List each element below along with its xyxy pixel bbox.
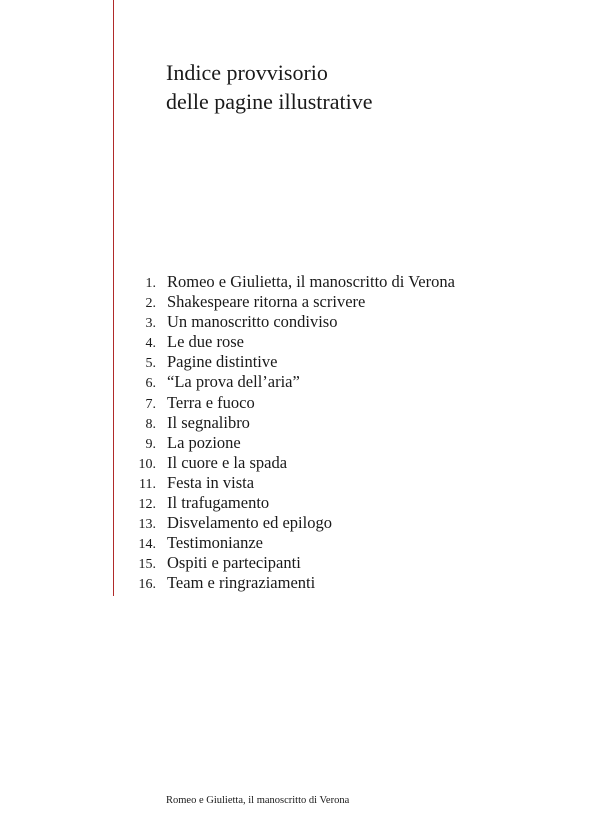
toc-number: 1.	[145, 276, 156, 291]
toc-item	[122, 453, 455, 473]
toc-number: 13.	[138, 517, 156, 533]
toc-number: 14.	[138, 537, 156, 553]
toc-number: 8.	[145, 416, 156, 432]
toc-title: Pagine distintive	[167, 352, 278, 372]
toc-item	[122, 473, 455, 493]
toc-item	[122, 413, 455, 433]
toc-title: Disvelamento ed epilogo	[167, 513, 332, 533]
table-of-contents	[122, 272, 455, 594]
toc-title: “La prova dell’aria”	[167, 372, 300, 392]
toc-title: Il segnalibro	[167, 412, 250, 432]
toc-number: 4.	[145, 336, 156, 352]
running-footer: Romeo e Giulietta, il manoscritto di Verona	[166, 795, 350, 806]
toc-number: 3.	[145, 316, 156, 332]
toc-item	[122, 272, 455, 292]
toc-item	[122, 372, 455, 392]
margin-rule	[113, 0, 114, 596]
title-line-2: delle pagine illustrative	[166, 89, 373, 114]
toc-number: 2.	[145, 296, 156, 312]
toc-title: Testimonianze	[167, 533, 263, 553]
toc-title: Il trafugamento	[167, 493, 270, 513]
toc-item	[122, 513, 455, 533]
page-title	[166, 58, 373, 116]
title-line-1: Indice provvisorio	[166, 60, 328, 85]
toc-item	[122, 393, 455, 413]
toc-number: 7.	[145, 396, 156, 412]
toc-number: 15.	[138, 557, 156, 573]
toc-title: Ospiti e partecipanti	[167, 553, 301, 573]
toc-number: 10.	[138, 456, 156, 472]
toc-item	[122, 533, 455, 553]
toc-item	[122, 433, 455, 453]
toc-item	[122, 312, 455, 332]
toc-title: Il cuore e la spada	[167, 452, 288, 472]
toc-item	[122, 553, 455, 573]
toc-title: Shakespeare ritorna a scrivere	[167, 292, 366, 312]
toc-number: 5.	[145, 356, 156, 372]
toc-item	[122, 573, 455, 593]
toc-number: 11.	[139, 476, 156, 492]
toc-number: 6.	[145, 376, 156, 392]
toc-number: 9.	[145, 436, 156, 452]
toc-title: La pozione	[167, 432, 241, 452]
toc-title: Terra e fuoco	[167, 392, 255, 412]
toc-title: Team e ringraziamenti	[167, 573, 316, 593]
toc-item	[122, 292, 455, 312]
toc-title: Romeo e Giulietta, il manoscritto di Verona	[167, 272, 455, 291]
toc-title: Le due rose	[167, 332, 244, 352]
toc-item	[122, 493, 455, 513]
toc-item	[122, 352, 455, 372]
toc-title: Festa in vista	[167, 472, 255, 492]
toc-number: 12.	[138, 497, 156, 513]
toc-title: Un manoscritto condiviso	[167, 312, 338, 332]
toc-number: 16.	[138, 577, 156, 593]
toc-item	[122, 332, 455, 352]
